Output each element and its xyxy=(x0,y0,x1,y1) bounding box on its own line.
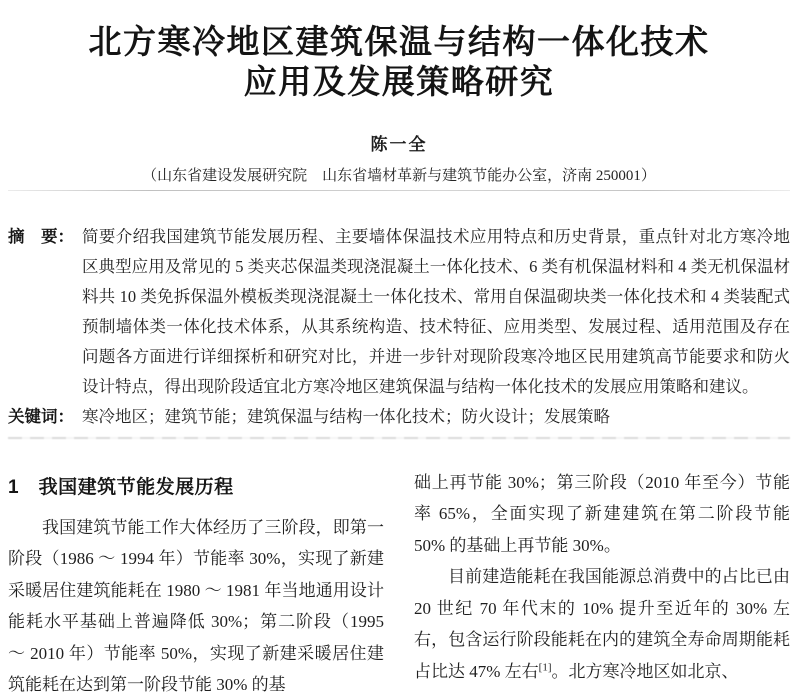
body-paragraph-2 xyxy=(414,561,790,687)
paper-title xyxy=(8,22,790,103)
body-paragraph-1: 我国建筑节能工作大体经历了三阶段，即第一阶段（1986 ～ 1994 年）节能率 30%，实现了新建采暖居住建筑能耗在 1980 ～ 1981 年当地通用设计能耗水平基础上普遍降低 30%；第二阶段（1995 ～ 2010 年）节能率 50%，实现了新建采暖居住建筑能耗在达到第一阶段节能 30% 的基 xyxy=(8,517,384,694)
keywords-label: 关键词： xyxy=(8,407,74,426)
header-divider xyxy=(8,190,790,191)
section-1-heading: 1 我国建筑节能发展历程 xyxy=(8,476,234,498)
keywords-row xyxy=(8,402,790,432)
keywords-text: 寒冷地区；建筑节能；建筑保温与结构一体化技术；防火设计；发展策略 xyxy=(82,406,610,426)
body-divider xyxy=(8,437,790,439)
body-paragraph-2-text: 目前建造能耗在我国能源总消费中的占比已由 20 世纪 70 年代末的 10% 提升至近年的 30% 左右，包含运行阶段能耗在内的建筑全寿命周期能耗占比达 47% 左右 xyxy=(414,567,790,681)
paper-title-line-1: 北方寒冷地区建筑保温与结构一体化技术 xyxy=(88,23,710,60)
body-columns xyxy=(8,467,790,694)
paper-title-line-2: 应用及发展策略研究 xyxy=(243,63,555,101)
body-paragraph-1-continued: 础上再节能 30%；第三阶段（2010 年至今）节能率 65%，全面实现了新建建筑在第二阶段节能 50% 的基础上再节能 30%。 xyxy=(414,472,790,555)
abstract-label: 摘 要： xyxy=(8,227,74,246)
author-affiliation: （山东省建设发展研究院 山东省墙材革新与建筑节能办公室，济南 250001） xyxy=(142,167,656,184)
abstract-keywords-section xyxy=(8,222,790,432)
abstract-text: 简要介绍我国建筑节能发展历程、主要墙体保温技术应用特点和历史背景，重点针对北方寒冷地区典型应用及常见的 5 类夹芯保温类现浇混凝土一体化技术、6 类有机保温材料和 4 类无机保温材料共 10 类免拆保温外模板类现浇混凝土一体化技术、常用自保温砌块类一体化技术和 4 类装配式预制墙体类一体化技术体系，从其系统构造、技术特征、应用类型、发展过程、适用范围及存在问题各方面进行详细探析和研究对比，并进一步针对现阶段寒冷地区民用建筑高节能要求和防火设计特点，得出现阶段适宜北方寒冷地区建筑保温与结构一体化技术的发展应用策略和建议。 xyxy=(82,226,790,396)
author-name: 陈一全 xyxy=(370,134,428,154)
reference-marker-1: [1] xyxy=(538,660,552,673)
right-column xyxy=(414,467,790,694)
body-paragraph-2-text-after-ref: 。北方寒冷地区如北京、 xyxy=(551,661,739,681)
abstract-row xyxy=(8,222,790,402)
left-column xyxy=(8,467,384,694)
